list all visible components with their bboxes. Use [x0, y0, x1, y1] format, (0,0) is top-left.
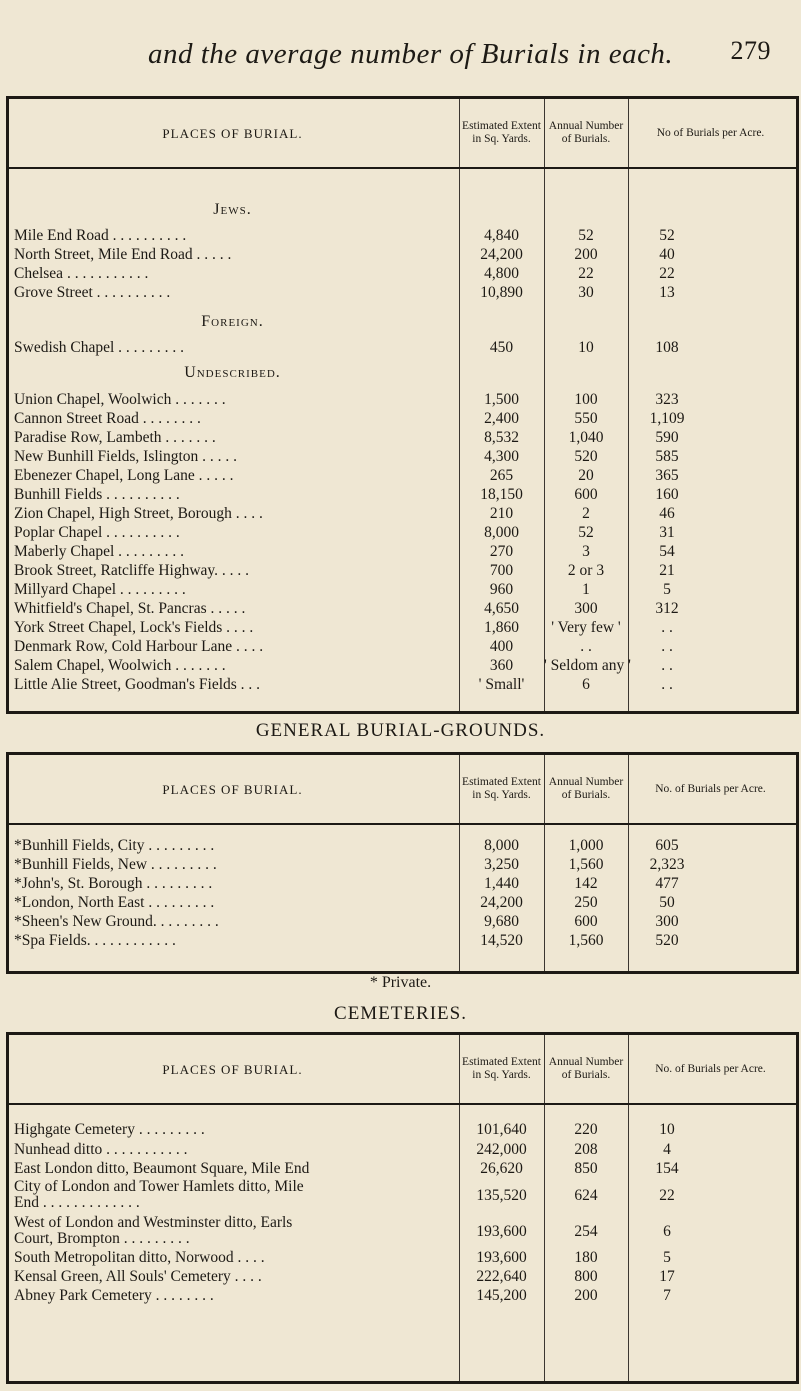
- running-header: [148, 38, 771, 71]
- burials-per-acre-value: 312: [655, 600, 679, 617]
- extent-value: 222,640: [476, 1268, 527, 1285]
- burials-per-acre-value: 10: [659, 1121, 675, 1138]
- burials-per-acre-value: 7: [663, 1287, 671, 1304]
- col-header-annual: Annual Number of Burials.: [548, 1056, 624, 1081]
- table-row: [6, 837, 796, 855]
- general-burial-grounds-title: GENERAL BURIAL-GROUNDS.: [255, 720, 546, 741]
- annual-burials-value: 1,040: [568, 429, 604, 446]
- table-row: [6, 486, 796, 504]
- burials-per-acre-value: 22: [659, 1187, 675, 1204]
- annual-burials-value: 22: [578, 265, 594, 282]
- annual-burials-value: 208: [574, 1141, 598, 1158]
- burials-per-acre-value: 2,323: [649, 856, 685, 873]
- table-row: [6, 657, 796, 675]
- extent-value: 135,520: [476, 1187, 527, 1204]
- burials-per-acre-value: 585: [655, 448, 679, 465]
- col-header-per-acre: No of Burials per Acre.: [656, 126, 765, 139]
- table-row: [6, 638, 796, 656]
- annual-burials-value: 6: [582, 676, 590, 693]
- table-row: [6, 581, 796, 599]
- annual-burials-value: . .: [580, 638, 592, 655]
- place-name: Chelsea . . . . . . . . . . .: [14, 265, 149, 282]
- burials-per-acre-value: 365: [655, 467, 679, 484]
- col-header-places: PLACES OF BURIAL.: [162, 125, 303, 141]
- extent-value: 24,200: [480, 894, 523, 911]
- place-name: *Spa Fields. . . . . . . . . . . .: [14, 932, 176, 949]
- table-row: [6, 932, 796, 950]
- burials-per-acre-value: 50: [659, 894, 675, 911]
- extent-value: 400: [489, 638, 514, 655]
- extent-value: 8,000: [484, 837, 519, 854]
- annual-burials-value: 624: [574, 1187, 598, 1204]
- table-row: [6, 246, 796, 264]
- extent-value: 26,620: [480, 1160, 523, 1177]
- cemeteries-table: [6, 1032, 799, 1384]
- place-name: *John's, St. Borough . . . . . . . . .: [14, 875, 213, 892]
- extent-value: 4,840: [484, 227, 519, 244]
- place-name: York Street Chapel, Lock's Fields . . . .: [14, 619, 254, 636]
- place-name: Cannon Street Road . . . . . . . .: [14, 410, 201, 427]
- table-header: [6, 99, 796, 169]
- annual-burials-value: 100: [574, 391, 598, 408]
- page-number: 279: [730, 36, 771, 65]
- extent-value: 242,000: [476, 1141, 527, 1158]
- annual-burials-value: 550: [574, 410, 598, 427]
- annual-burials-value: 600: [574, 913, 598, 930]
- burials-per-acre-value: . .: [661, 638, 673, 655]
- annual-burials-value: 52: [578, 227, 594, 244]
- place-name: Mile End Road . . . . . . . . . .: [14, 227, 187, 244]
- place-name: New Bunhill Fields, Islington . . . . .: [14, 448, 238, 465]
- burials-per-acre-value: 13: [659, 284, 675, 301]
- table-row: [6, 1287, 796, 1305]
- table-row: [6, 875, 796, 893]
- place-name: Nunhead ditto . . . . . . . . . . .: [14, 1141, 188, 1158]
- place-name: Maberly Chapel . . . . . . . . .: [14, 543, 185, 560]
- annual-burials-value: 850: [574, 1160, 598, 1177]
- burials-per-acre-value: 477: [655, 875, 679, 892]
- annual-burials-value: 30: [578, 284, 594, 301]
- table-row: [6, 619, 796, 637]
- place-name: South Metropolitan ditto, Norwood . . . .: [14, 1249, 265, 1266]
- burials-per-acre-value: 4: [663, 1141, 671, 1158]
- place-name-line: End . . . . . . . . . . . . .: [14, 1194, 140, 1211]
- place-name: [14, 1214, 452, 1248]
- annual-burials-value: 200: [574, 1287, 598, 1304]
- place-name: Paradise Row, Lambeth . . . . . . .: [14, 429, 216, 446]
- table-row: [6, 467, 796, 485]
- burials-per-acre-value: . .: [661, 619, 673, 636]
- table-row: [6, 1214, 796, 1247]
- col-header-annual: Annual Number of Burials.: [548, 120, 624, 145]
- burials-per-acre-value: . .: [661, 676, 673, 693]
- burials-per-acre-value: 1,109: [649, 410, 685, 427]
- place-name: *Sheen's New Ground. . . . . . . . .: [14, 913, 219, 930]
- extent-value: 1,500: [484, 391, 519, 408]
- burials-per-acre-value: 520: [655, 932, 679, 949]
- burials-per-acre-value: 22: [659, 265, 675, 282]
- place-name: Zion Chapel, High Street, Borough . . . .: [14, 505, 263, 522]
- burials-per-acre-value: 605: [655, 837, 679, 854]
- place-name: *Bunhill Fields, New . . . . . . . . .: [14, 856, 217, 873]
- burials-per-acre-value: 54: [659, 543, 675, 560]
- place-name: Swedish Chapel . . . . . . . . .: [14, 339, 185, 356]
- place-name-line: Court, Brompton . . . . . . . . .: [14, 1230, 190, 1247]
- extent-value: 4,800: [484, 265, 519, 282]
- annual-burials-value: 1,560: [568, 856, 604, 873]
- place-name: Bunhill Fields . . . . . . . . . .: [14, 486, 180, 503]
- place-name: Union Chapel, Woolwich . . . . . . .: [14, 391, 226, 408]
- extent-value: 10,890: [480, 284, 523, 301]
- place-name-line: City of London and Tower Hamlets ditto, Mile: [14, 1178, 304, 1195]
- extent-value: 270: [489, 543, 514, 560]
- extent-value: 2,400: [484, 410, 519, 427]
- place-name: *Bunhill Fields, City . . . . . . . . .: [14, 837, 215, 854]
- col-header-per-acre: No. of Burials per Acre.: [655, 1062, 766, 1075]
- place-name: *London, North East . . . . . . . . .: [14, 894, 215, 911]
- extent-value: 450: [489, 339, 514, 356]
- section-title: Jews.: [213, 201, 252, 218]
- annual-burials-value: 220: [574, 1121, 598, 1138]
- table-row: [6, 1268, 796, 1286]
- table-row: [6, 227, 796, 245]
- extent-value: 3,250: [484, 856, 519, 873]
- place-name: Abney Park Cemetery . . . . . . . .: [14, 1287, 214, 1304]
- burials-per-acre-value: 108: [655, 339, 679, 356]
- footnote: * Private.: [369, 974, 432, 991]
- place-name: Whitfield's Chapel, St. Pancras . . . . .: [14, 600, 246, 617]
- extent-value: 193,600: [476, 1223, 527, 1240]
- table-row: [6, 913, 796, 931]
- extent-value: 1,440: [484, 875, 519, 892]
- extent-value: 960: [489, 581, 514, 598]
- table-row: [6, 856, 796, 874]
- extent-value: 210: [489, 505, 514, 522]
- burials-per-acre-value: 17: [659, 1268, 675, 1285]
- burials-per-acre-value: 40: [659, 246, 675, 263]
- annual-burials-value: 300: [574, 600, 598, 617]
- col-header-extent: Estimated Extent in Sq. Yards.: [462, 1056, 541, 1081]
- annual-burials-value: 254: [574, 1223, 598, 1240]
- annual-burials-value: 20: [578, 467, 594, 484]
- section-title: Undescribed.: [184, 364, 281, 381]
- table-row: [6, 1121, 796, 1139]
- burials-per-acre-value: 300: [655, 913, 679, 930]
- extent-value: 9,680: [484, 913, 519, 930]
- extent-value: 4,300: [484, 448, 519, 465]
- burials-per-acre-value: 590: [655, 429, 679, 446]
- place-name: North Street, Mile End Road . . . . .: [14, 246, 232, 263]
- burials-per-acre-value: 154: [655, 1160, 679, 1177]
- place-name: East London ditto, Beaumont Square, Mile End: [14, 1160, 310, 1177]
- place-name: Highgate Cemetery . . . . . . . . .: [14, 1121, 205, 1138]
- col-header-extent: Estimated Extent in Sq. Yards.: [462, 776, 541, 801]
- extent-value: 193,600: [476, 1249, 527, 1266]
- col-header-annual: Annual Number of Burials.: [548, 776, 624, 801]
- annual-burials-value: 800: [574, 1268, 598, 1285]
- annual-burials-value: 1: [582, 581, 590, 598]
- place-name: Denmark Row, Cold Harbour Lane . . . .: [14, 638, 264, 655]
- burials-per-acre-value: 21: [659, 562, 675, 579]
- place-name: [14, 1178, 452, 1212]
- places-of-burial-table: [6, 96, 799, 714]
- extent-value: 14,520: [480, 932, 523, 949]
- table-row: [6, 1141, 796, 1159]
- table-row: [6, 1249, 796, 1267]
- burials-per-acre-value: 31: [659, 524, 675, 541]
- burials-per-acre-value: 5: [663, 1249, 671, 1266]
- burials-per-acre-value: 5: [663, 581, 671, 598]
- table-row: [6, 600, 796, 618]
- extent-value: 8,532: [484, 429, 519, 446]
- table-header: [6, 1035, 796, 1105]
- table-row: [6, 1178, 796, 1211]
- col-header-per-acre: No. of Burials per Acre.: [655, 782, 766, 795]
- col-header-places: PLACES OF BURIAL.: [162, 1061, 303, 1077]
- table-row: [6, 524, 796, 542]
- place-name: Little Alie Street, Goodman's Fields . . .: [14, 676, 261, 693]
- table-row: [6, 391, 796, 409]
- table-row: [6, 429, 796, 447]
- place-name-line: West of London and Westminster ditto, Earls: [14, 1214, 293, 1231]
- place-name: Poplar Chapel . . . . . . . . . .: [14, 524, 180, 541]
- annual-burials-value: 600: [574, 486, 598, 503]
- place-name: Kensal Green, All Souls' Cemetery . . . .: [14, 1268, 262, 1285]
- place-name: Brook Street, Ratcliffe Highway. . . . .: [14, 562, 250, 579]
- table-row: [6, 505, 796, 523]
- burials-per-acre-value: 160: [655, 486, 679, 503]
- annual-burials-value: 52: [578, 524, 594, 541]
- table-row: [6, 284, 796, 302]
- annual-burials-value: 10: [578, 339, 594, 356]
- extent-value: 1,860: [484, 619, 519, 636]
- annual-burials-value: 180: [574, 1249, 598, 1266]
- burials-per-acre-value: 323: [655, 391, 679, 408]
- annual-burials-value: ' Very few ': [551, 619, 621, 636]
- annual-burials-value: 142: [574, 875, 598, 892]
- extent-value: 145,200: [476, 1287, 527, 1304]
- table-row: [6, 410, 796, 428]
- table-row: [6, 448, 796, 466]
- table-row: [6, 676, 796, 694]
- extent-value: 8,000: [484, 524, 519, 541]
- table-row: [6, 265, 796, 283]
- table-row: [6, 1160, 796, 1178]
- burials-per-acre-value: 6: [663, 1223, 671, 1240]
- col-header-extent: Estimated Extent in Sq. Yards.: [462, 120, 541, 145]
- place-name: Grove Street . . . . . . . . . .: [14, 284, 171, 301]
- place-name: Millyard Chapel . . . . . . . . .: [14, 581, 186, 598]
- cemeteries-title: CEMETERIES.: [334, 1003, 467, 1024]
- annual-burials-value: 3: [582, 543, 590, 560]
- table-row: [6, 543, 796, 561]
- extent-value: ' Small': [478, 676, 525, 693]
- extent-value: 24,200: [480, 246, 523, 263]
- annual-burials-value: 2: [582, 505, 590, 522]
- extent-value: 4,650: [484, 600, 519, 617]
- extent-value: 700: [489, 562, 514, 579]
- place-name: Salem Chapel, Woolwich . . . . . . .: [14, 657, 226, 674]
- section-title: Foreign.: [201, 313, 264, 330]
- table-header: [6, 755, 796, 825]
- burials-per-acre-value: 46: [659, 505, 675, 522]
- extent-value: 360: [489, 657, 514, 674]
- annual-burials-value: 520: [574, 448, 598, 465]
- annual-burials-value: 1,000: [568, 837, 604, 854]
- annual-burials-value: 250: [574, 894, 598, 911]
- place-name: Ebenezer Chapel, Long Lane . . . . .: [14, 467, 234, 484]
- burials-per-acre-value: 52: [659, 227, 675, 244]
- running-title: and the average number of Burials in each.: [148, 38, 674, 70]
- table-row: [6, 562, 796, 580]
- col-header-places: PLACES OF BURIAL.: [162, 781, 303, 797]
- annual-burials-value: ' Seldom any ': [544, 657, 631, 674]
- table-row: [6, 894, 796, 912]
- annual-burials-value: 2 or 3: [567, 562, 605, 579]
- annual-burials-value: 1,560: [568, 932, 604, 949]
- table-row: [6, 339, 796, 357]
- extent-value: 265: [489, 467, 514, 484]
- extent-value: 18,150: [480, 486, 523, 503]
- annual-burials-value: 200: [574, 246, 598, 263]
- general-burial-grounds-table: [6, 752, 799, 974]
- extent-value: 101,640: [476, 1121, 527, 1138]
- burials-per-acre-value: . .: [661, 657, 673, 674]
